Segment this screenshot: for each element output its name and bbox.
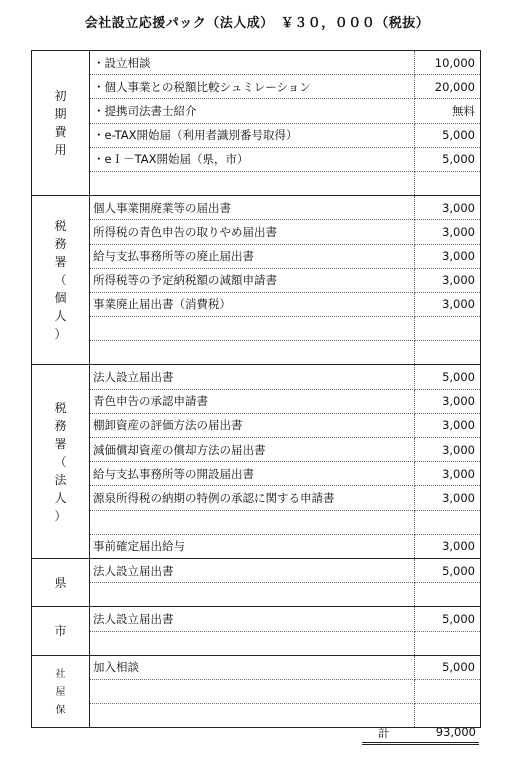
item-cell: 法人設立届出書	[90, 558, 415, 582]
item-cell: 給与支払事務所等の廃止届出書	[90, 244, 415, 268]
category-char: 用	[54, 143, 67, 158]
table-row	[32, 655, 481, 679]
amount-cell: 3,000	[415, 389, 481, 413]
table-row	[32, 123, 481, 147]
table-row	[32, 510, 481, 534]
table-row	[32, 292, 481, 316]
item-cell: 個人事業開廃業等の届出書	[90, 196, 415, 220]
category-char: ）	[54, 508, 67, 523]
amount-cell: 3,000	[415, 244, 481, 268]
item-cell: 減価償却資産の償却方法の届出書	[90, 438, 415, 462]
item-cell: 事前確定届出給与	[90, 534, 415, 558]
item-cell: 事業廃止届出書（消費税）	[90, 292, 415, 316]
table-row	[32, 558, 481, 582]
table-row	[32, 631, 481, 655]
total-row	[362, 722, 479, 745]
amount-cell: 3,000	[415, 196, 481, 220]
amount-cell: 3,000	[415, 220, 481, 244]
category-char: 務	[54, 237, 67, 252]
item-cell: 棚卸資産の評価方法の届出書	[90, 413, 415, 437]
amount-cell: 3,000	[415, 292, 481, 316]
table-row	[32, 583, 481, 607]
category-char: 税	[54, 400, 67, 415]
amount-cell: 20,000	[415, 75, 481, 99]
category-char: ）	[54, 327, 67, 342]
amount-cell	[415, 341, 481, 365]
category-label	[54, 89, 66, 157]
amount-cell: 3,000	[415, 462, 481, 486]
category-char: 務	[54, 418, 67, 433]
category-label	[56, 669, 66, 717]
category-char: 屋	[55, 686, 66, 698]
amount-cell: 5,000	[415, 607, 481, 631]
table-row	[32, 534, 481, 558]
item-cell: 青色申告の承認申請書	[90, 389, 415, 413]
amount-cell	[415, 679, 481, 703]
total-value: 93,000	[435, 725, 476, 739]
amount-cell	[415, 631, 481, 655]
item-cell: 源泉所得税の納期の特例の承認に関する申請書	[90, 486, 415, 510]
category-char: 費	[54, 125, 67, 140]
amount-cell: 5,000	[415, 365, 481, 389]
category-char: 法	[54, 472, 67, 487]
amount-cell	[415, 583, 481, 607]
category-cell	[32, 196, 90, 365]
category-cell	[32, 607, 90, 655]
category-char: 署	[54, 436, 67, 451]
item-cell: 法人設立届出書	[90, 365, 415, 389]
table-row	[32, 99, 481, 123]
table-row	[32, 365, 481, 389]
amount-cell: 5,000	[415, 147, 481, 171]
category-label	[54, 624, 66, 638]
item-cell	[90, 510, 415, 534]
item-cell: ・eＩ－TAX開始届（県，市）	[90, 147, 415, 171]
item-cell: 法人設立届出書	[90, 607, 415, 631]
category-cell	[32, 51, 90, 196]
table-row	[32, 244, 481, 268]
category-char: 保	[55, 704, 66, 716]
table-row	[32, 220, 481, 244]
amount-cell: 3,000	[415, 534, 481, 558]
item-cell	[90, 317, 415, 341]
amount-cell: 10,000	[415, 51, 481, 75]
amount-cell	[415, 171, 481, 195]
page-title: 会社設立応援パック（法人成） ￥３０，０００（税抜）	[84, 16, 430, 31]
item-cell: ・提携司法書士紹介	[90, 99, 415, 123]
item-cell	[90, 341, 415, 365]
category-char: 期	[54, 107, 67, 122]
category-char: 県	[54, 575, 67, 590]
category-cell	[32, 558, 90, 606]
item-cell: ・個人事業との税額比較シュミレーション	[90, 75, 415, 99]
category-char: 人	[54, 309, 67, 324]
table-row	[32, 389, 481, 413]
table-row	[32, 147, 481, 171]
amount-cell: 無料	[415, 99, 481, 123]
total-label: 計	[378, 726, 390, 740]
amount-cell: 3,000	[415, 268, 481, 292]
fee-table	[31, 50, 481, 728]
item-cell	[90, 679, 415, 703]
table-row	[32, 462, 481, 486]
category-char: 市	[54, 624, 67, 638]
item-cell: 所得税の青色申告の取りやめ届出書	[90, 220, 415, 244]
table-row	[32, 75, 481, 99]
table-row	[32, 679, 481, 703]
table-row	[32, 317, 481, 341]
category-char: 初	[54, 89, 67, 104]
table-row	[32, 341, 481, 365]
category-char: 社	[55, 668, 66, 680]
amount-cell: 3,000	[415, 438, 481, 462]
amount-cell: 3,000	[415, 413, 481, 437]
category-char: （	[54, 454, 67, 469]
item-cell	[90, 631, 415, 655]
category-label	[54, 401, 66, 523]
table-row	[32, 51, 481, 75]
category-label	[54, 576, 66, 590]
item-cell	[90, 171, 415, 195]
table-row	[32, 171, 481, 195]
category-char: 人	[54, 490, 67, 505]
category-label	[54, 219, 66, 341]
amount-cell: 5,000	[415, 123, 481, 147]
category-char: 署	[54, 255, 67, 270]
category-cell	[32, 365, 90, 559]
category-cell	[32, 655, 90, 728]
table-row	[32, 268, 481, 292]
amount-cell: 5,000	[415, 558, 481, 582]
item-cell: ・設立相談	[90, 51, 415, 75]
item-cell: 加入相談	[90, 655, 415, 679]
amount-cell	[415, 510, 481, 534]
table-row	[32, 607, 481, 631]
category-char: （	[54, 273, 67, 288]
category-char: 税	[54, 219, 67, 234]
item-cell: 給与支払事務所等の開設届出書	[90, 462, 415, 486]
amount-cell: 5,000	[415, 655, 481, 679]
item-cell: 所得税等の予定納税額の減額申請書	[90, 268, 415, 292]
item-cell	[90, 583, 415, 607]
amount-cell: 3,000	[415, 486, 481, 510]
table-row	[32, 196, 481, 220]
amount-cell	[415, 317, 481, 341]
item-cell: ・e-TAX開始届（利用者識別番号取得）	[90, 123, 415, 147]
table-row	[32, 486, 481, 510]
table-row	[32, 413, 481, 437]
category-char: 個	[54, 291, 67, 306]
table-row	[32, 438, 481, 462]
